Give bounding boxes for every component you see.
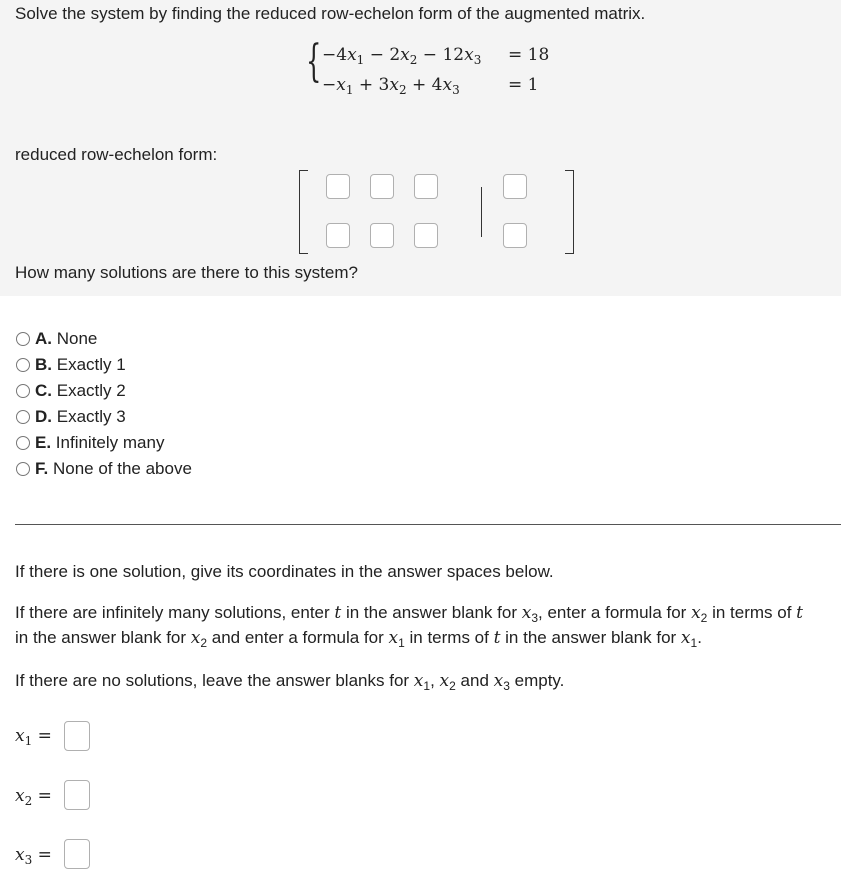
answer-x1-label: $x_1$ = bbox=[15, 726, 52, 748]
instruction-infinite-line-2: in the answer blank for $x_2$ and enter a formula for $x_1$ in terms of t in the answer blank for $x_1$. bbox=[15, 628, 702, 650]
system-brace: { bbox=[306, 36, 322, 87]
rref-label: reduced row-echelon form: bbox=[15, 145, 218, 164]
radio-a[interactable] bbox=[16, 332, 30, 346]
answer-x1-input[interactable] bbox=[64, 721, 90, 751]
radio-b[interactable] bbox=[16, 358, 30, 372]
equation-2-lhs: $-x_1 + 3x_2 + 4x_3$ bbox=[322, 75, 460, 97]
matrix-right-bracket bbox=[565, 170, 574, 254]
radio-d[interactable] bbox=[16, 410, 30, 424]
radio-f[interactable] bbox=[16, 462, 30, 476]
answer-x2-label: $x_2$ = bbox=[15, 786, 52, 808]
answer-x3-label: $x_3$ = bbox=[15, 845, 52, 867]
instruction-no-solution: If there are no solutions, leave the answer blanks for $x_1$, $x_2$ and $x_3$ empty. bbox=[15, 671, 565, 693]
equation-1-rhs: = 18 bbox=[508, 45, 550, 65]
rref-cell-r2c1[interactable] bbox=[326, 223, 350, 248]
instruction-infinite-line-1: If there are infinitely many solutions, enter t in the answer blank for $x_3$, enter a formula for $x_2$ in terms of t bbox=[15, 603, 804, 625]
answer-x3-input[interactable] bbox=[64, 839, 90, 869]
radio-c[interactable] bbox=[16, 384, 30, 398]
instruction-one-solution: If there is one solution, give its coordinates in the answer spaces below. bbox=[15, 562, 554, 581]
rref-cell-r2c2[interactable] bbox=[370, 223, 394, 248]
matrix-left-bracket bbox=[299, 170, 308, 254]
rref-cell-r1c1[interactable] bbox=[326, 174, 350, 199]
rref-cell-r1c2[interactable] bbox=[370, 174, 394, 199]
section-divider bbox=[15, 524, 841, 525]
rref-cell-r1c4[interactable] bbox=[503, 174, 527, 199]
equation-2-rhs: = 1 bbox=[508, 75, 539, 95]
question-prompt: Solve the system by finding the reduced row-echelon form of the augmented matrix. bbox=[15, 4, 646, 23]
rref-cell-r1c3[interactable] bbox=[414, 174, 438, 199]
rref-cell-r2c4[interactable] bbox=[503, 223, 527, 248]
solutions-question: How many solutions are there to this system? bbox=[15, 263, 358, 282]
answer-x2-input[interactable] bbox=[64, 780, 90, 810]
radio-e[interactable] bbox=[16, 436, 30, 450]
equation-1-lhs: $-4x_1 - 2x_2 - 12x_3$ bbox=[322, 45, 482, 67]
rref-cell-r2c3[interactable] bbox=[414, 223, 438, 248]
augment-divider bbox=[481, 187, 482, 237]
